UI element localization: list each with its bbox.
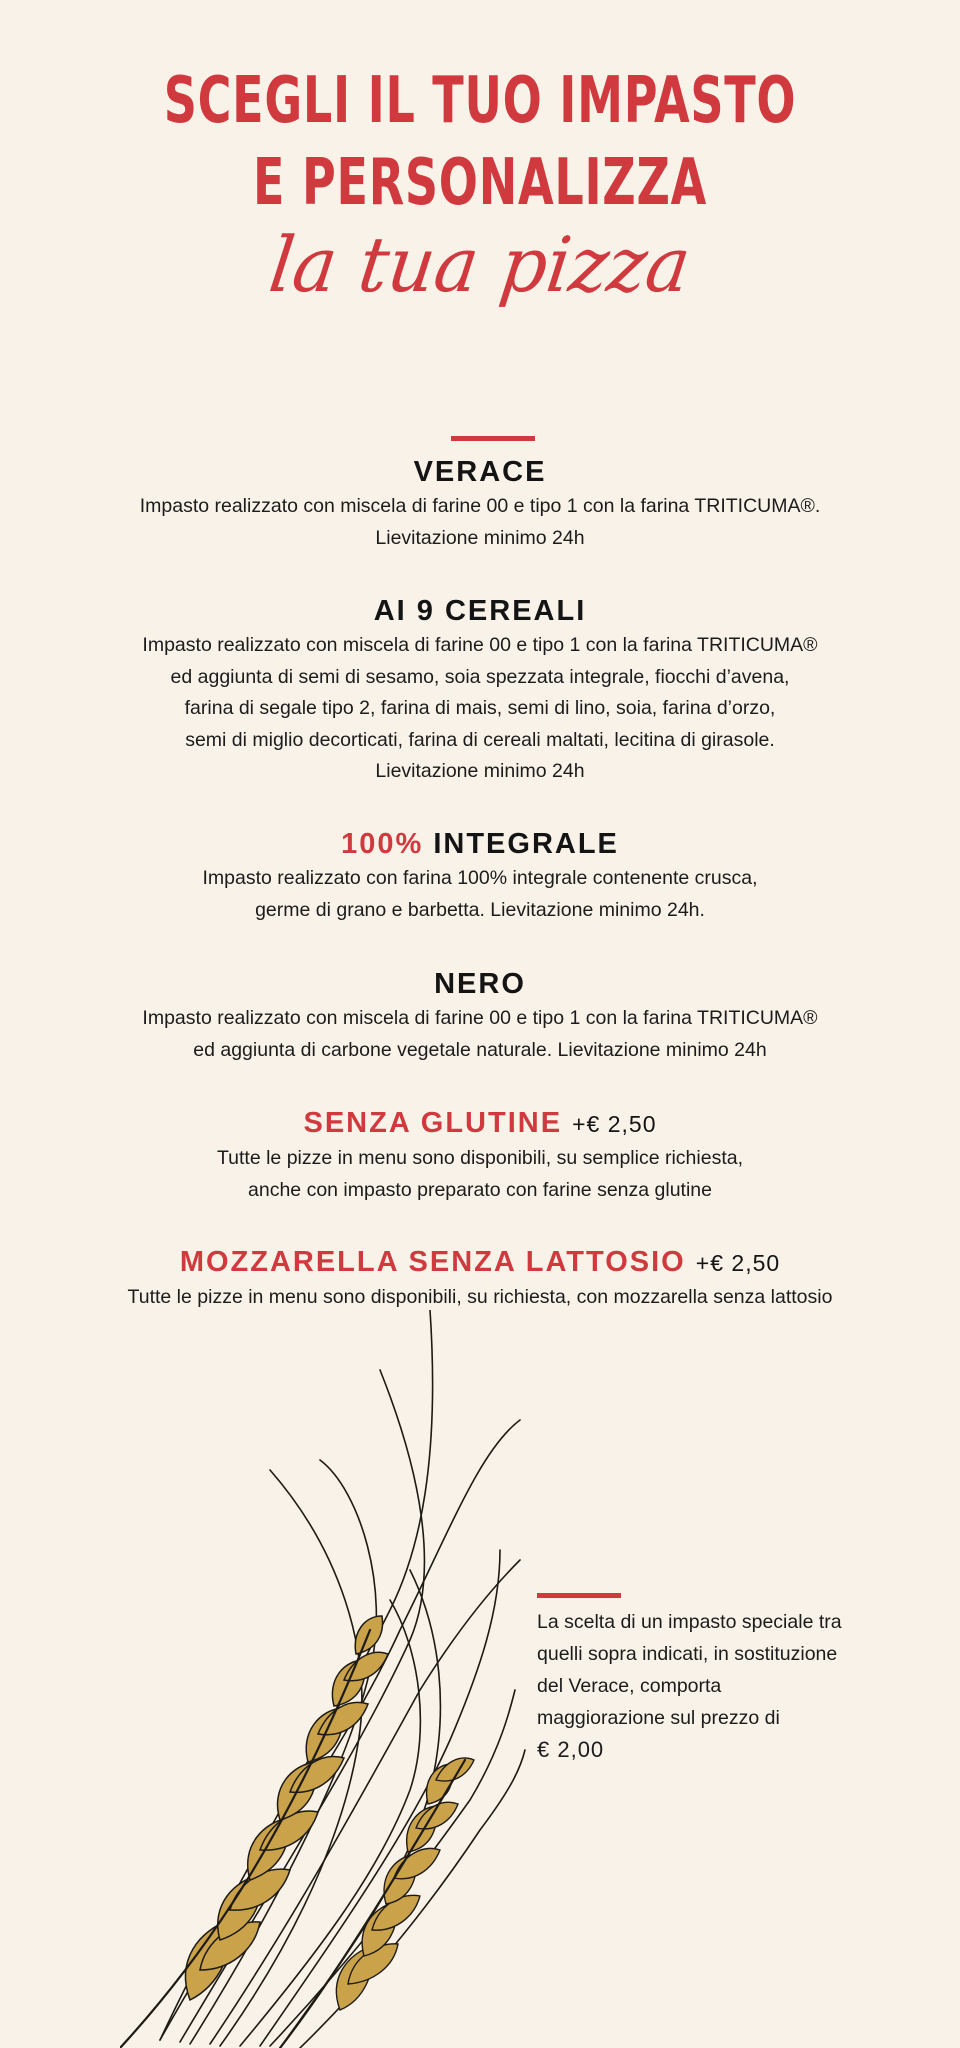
section-senza-lattosio bbox=[0, 1244, 960, 1314]
wheat-ears-illustration bbox=[120, 1310, 540, 2048]
section-verace bbox=[0, 454, 960, 554]
wheat-grain-head-1 bbox=[186, 1616, 388, 2000]
note-divider bbox=[537, 1593, 621, 1598]
note-price: € 2,00 bbox=[537, 1737, 605, 1762]
section-title: NERO bbox=[434, 968, 526, 1000]
section-description: Impasto realizzato con miscela di farine 00 e tipo 1 con la farina TRITICUMA® ed aggiunta di carbone vegetale naturale. Lievitazione minimo 24h bbox=[142, 1007, 818, 1061]
section-title: VERACE bbox=[413, 456, 547, 488]
section-title: AI 9 CEREALI bbox=[373, 595, 587, 627]
surcharge-note: La scelta di un impasto speciale tra quelli sopra indicati, in sostituzione del Verace, comporta maggiorazione sul prezzo di € 2,00 bbox=[537, 1606, 877, 1766]
menu-header bbox=[0, 60, 960, 310]
price-label: +€ 2,50 bbox=[572, 1111, 657, 1137]
section-description: Impasto realizzato con farina 100% integrale contenente crusca, germe di grano e barbetta. Lievitazione minimo 24h. bbox=[202, 867, 758, 921]
wheat-grain-head-2 bbox=[336, 1758, 474, 2010]
title-line-2: E PERSONALIZZA bbox=[253, 146, 707, 220]
section-title: 100% INTEGRALE bbox=[341, 828, 619, 860]
section-ai-9-cereali bbox=[0, 593, 960, 788]
section-description: Impasto realizzato con miscela di farine 00 e tipo 1 con la farina TRITICUMA®. Lievitazione minimo 24h bbox=[139, 495, 821, 549]
section-title: SENZA GLUTINE +€ 2,50 bbox=[303, 1107, 657, 1139]
section-description: Tutte le pizze in menu sono disponibili, su richiesta, con mozzarella senza lattosio bbox=[127, 1286, 833, 1308]
section-integrale bbox=[0, 826, 960, 926]
title-line-1: SCEGLI IL TUO IMPASTO bbox=[163, 64, 797, 138]
section-title: MOZZARELLA SENZA LATTOSIO +€ 2,50 bbox=[179, 1246, 781, 1278]
section-divider bbox=[451, 436, 535, 441]
section-nero bbox=[0, 966, 960, 1066]
section-description: Tutte le pizze in menu sono disponibili, su semplice richiesta, anche con impasto preparato con farine senza glutine bbox=[216, 1147, 744, 1201]
script-subtitle: la tua pizza bbox=[264, 220, 696, 309]
section-description: Impasto realizzato con miscela di farine 00 e tipo 1 con la farina TRITICUMA® ed aggiunta di semi di sesamo, soia spezzata integrale, fiocchi d’avena, farina di segale tipo 2, farina di mais, semi di lino, soia, farina d’orzo, semi di miglio decorticati, farina di cereali maltati, lecitina di girasole. Lievitazione minimo 24h bbox=[142, 634, 818, 782]
section-senza-glutine bbox=[0, 1105, 960, 1206]
price-label: +€ 2,50 bbox=[695, 1250, 781, 1276]
